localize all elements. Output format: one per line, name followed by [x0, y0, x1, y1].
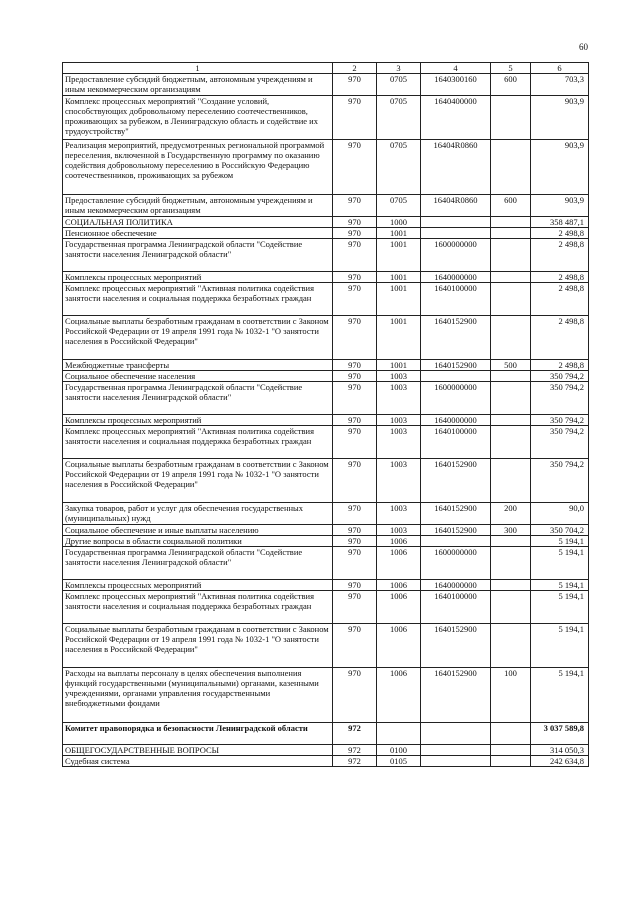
row-expense-type: 600 [491, 74, 531, 96]
row-ministry-code: 970 [333, 272, 377, 283]
table-row [63, 228, 589, 239]
row-description: Предоставление субсидий бюджетным, автономным учреждениям и иным некоммерческим организациям [63, 74, 333, 96]
row-section-code: 1006 [377, 536, 421, 547]
row-description: Государственная программа Ленинградской области "Содействие занятости населения Ленинградской области" [63, 547, 333, 580]
row-target-article: 1640100000 [421, 591, 491, 624]
row-ministry-code: 970 [333, 140, 377, 195]
row-amount: 2 498,8 [531, 360, 589, 371]
row-section-code: 1006 [377, 547, 421, 580]
row-target-article: 1600000000 [421, 239, 491, 272]
row-amount: 242 634,8 [531, 756, 589, 767]
row-description: Комплексы процессных мероприятий [63, 272, 333, 283]
row-amount: 2 498,8 [531, 272, 589, 283]
row-amount: 2 498,8 [531, 228, 589, 239]
row-amount: 5 194,1 [531, 580, 589, 591]
row-description: Социальные выплаты безработным гражданам в соответствии с Законом Российской Федерации от 19 апреля 1991 года № 1032-1 "О занятости населения в Российской Федерации" [63, 624, 333, 668]
column-header: 3 [377, 63, 421, 74]
row-section-code [377, 723, 421, 745]
table-row [63, 547, 589, 580]
row-ministry-code: 970 [333, 283, 377, 316]
row-target-article: 1600000000 [421, 382, 491, 415]
column-header: 4 [421, 63, 491, 74]
row-description: Комплексы процессных мероприятий [63, 415, 333, 426]
row-description: Социальное обеспечение и иные выплаты населению [63, 525, 333, 536]
row-ministry-code: 970 [333, 415, 377, 426]
row-description: Государственная программа Ленинградской области "Содействие занятости населения Ленинградской области" [63, 239, 333, 272]
row-section-code: 0705 [377, 140, 421, 195]
row-ministry-code: 972 [333, 745, 377, 756]
row-expense-type: 200 [491, 503, 531, 525]
row-expense-type [491, 591, 531, 624]
row-description: Социальное обеспечение населения [63, 371, 333, 382]
table-row [63, 415, 589, 426]
row-expense-type [491, 580, 531, 591]
row-expense-type: 600 [491, 195, 531, 217]
row-expense-type [491, 239, 531, 272]
row-section-code: 1003 [377, 459, 421, 503]
row-expense-type [491, 415, 531, 426]
row-description: Реализация мероприятий, предусмотренных региональной программой переселения, включенной в Государственную программу по оказанию содействия добровольному переселению в Российскую Федерацию соотечественников, проживающих за рубежом [63, 140, 333, 195]
row-expense-type [491, 624, 531, 668]
row-description: Межбюджетные трансферты [63, 360, 333, 371]
row-target-article: 1640000000 [421, 272, 491, 283]
column-header: 2 [333, 63, 377, 74]
table-row [63, 96, 589, 140]
row-amount: 5 194,1 [531, 591, 589, 624]
table-row [63, 195, 589, 217]
row-description: Социальные выплаты безработным гражданам в соответствии с Законом Российской Федерации от 19 апреля 1991 года № 1032-1 "О занятости населения в Российской Федерации" [63, 459, 333, 503]
table-row [63, 525, 589, 536]
row-section-code: 1006 [377, 580, 421, 591]
row-amount: 350 704,2 [531, 525, 589, 536]
table-row [63, 668, 589, 723]
row-section-code: 1003 [377, 371, 421, 382]
row-amount: 350 794,2 [531, 459, 589, 503]
row-ministry-code: 970 [333, 525, 377, 536]
row-target-article [421, 217, 491, 228]
row-description: Расходы на выплаты персоналу в целях обеспечения выполнения функций государственными (муниципальными) органами, казенными учреждениями, органами управления государственными внебюджетными фондами [63, 668, 333, 723]
row-target-article [421, 536, 491, 547]
row-target-article: 16404R0860 [421, 195, 491, 217]
row-amount: 5 194,1 [531, 536, 589, 547]
row-target-article: 1600000000 [421, 547, 491, 580]
row-target-article: 1640152900 [421, 624, 491, 668]
row-description: Закупка товаров, работ и услуг для обеспечения государственных (муниципальных) нужд [63, 503, 333, 525]
row-section-code: 1003 [377, 415, 421, 426]
row-ministry-code: 970 [333, 503, 377, 525]
row-description: ОБЩЕГОСУДАРСТВЕННЫЕ ВОПРОСЫ [63, 745, 333, 756]
row-section-code: 0705 [377, 96, 421, 140]
row-expense-type [491, 272, 531, 283]
table-row [63, 272, 589, 283]
row-ministry-code: 970 [333, 459, 377, 503]
row-description: Комплексы процессных мероприятий [63, 580, 333, 591]
table-row [63, 426, 589, 459]
row-target-article: 1640400000 [421, 96, 491, 140]
table-header-row [63, 63, 589, 74]
row-amount: 5 194,1 [531, 624, 589, 668]
row-target-article [421, 756, 491, 767]
budget-table-body [63, 63, 589, 767]
row-ministry-code: 970 [333, 217, 377, 228]
row-section-code: 1006 [377, 591, 421, 624]
row-ministry-code: 970 [333, 316, 377, 360]
row-section-code: 1001 [377, 283, 421, 316]
row-expense-type [491, 316, 531, 360]
row-ministry-code: 970 [333, 624, 377, 668]
table-row [63, 459, 589, 503]
table-row [63, 360, 589, 371]
row-expense-type: 300 [491, 525, 531, 536]
table-row [63, 239, 589, 272]
column-header: 6 [531, 63, 589, 74]
row-amount: 314 050,3 [531, 745, 589, 756]
row-description: Комитет правопорядка и безопасности Ленинградской области [63, 723, 333, 745]
row-amount: 358 487,1 [531, 217, 589, 228]
table-row [63, 503, 589, 525]
row-expense-type [491, 547, 531, 580]
row-ministry-code: 970 [333, 371, 377, 382]
row-ministry-code: 970 [333, 195, 377, 217]
row-section-code: 1001 [377, 360, 421, 371]
row-amount: 90,0 [531, 503, 589, 525]
row-expense-type [491, 756, 531, 767]
row-section-code: 1006 [377, 624, 421, 668]
row-description: Предоставление субсидий бюджетным, автономным учреждениям и иным некоммерческим организациям [63, 195, 333, 217]
row-target-article: 1640300160 [421, 74, 491, 96]
row-target-article: 1640100000 [421, 426, 491, 459]
row-section-code: 1001 [377, 316, 421, 360]
row-section-code: 1001 [377, 239, 421, 272]
row-target-article: 1640152900 [421, 668, 491, 723]
row-expense-type: 500 [491, 360, 531, 371]
row-target-article [421, 723, 491, 745]
row-ministry-code: 970 [333, 228, 377, 239]
row-description: Другие вопросы в области социальной политики [63, 536, 333, 547]
row-target-article: 1640000000 [421, 415, 491, 426]
row-ministry-code: 970 [333, 668, 377, 723]
row-expense-type [491, 382, 531, 415]
row-section-code: 0705 [377, 195, 421, 217]
row-amount: 5 194,1 [531, 547, 589, 580]
row-target-article [421, 371, 491, 382]
row-amount: 5 194,1 [531, 668, 589, 723]
row-section-code: 1006 [377, 668, 421, 723]
row-section-code: 1001 [377, 272, 421, 283]
row-description: Государственная программа Ленинградской области "Содействие занятости населения Ленинградской области" [63, 382, 333, 415]
row-expense-type [491, 723, 531, 745]
row-amount: 703,3 [531, 74, 589, 96]
row-ministry-code: 970 [333, 547, 377, 580]
table-row [63, 316, 589, 360]
table-row [63, 217, 589, 228]
row-amount: 350 794,2 [531, 382, 589, 415]
row-amount: 350 794,2 [531, 426, 589, 459]
row-target-article: 1640152900 [421, 316, 491, 360]
row-section-code: 1000 [377, 217, 421, 228]
table-row [63, 74, 589, 96]
row-ministry-code: 970 [333, 382, 377, 415]
row-target-article [421, 745, 491, 756]
row-expense-type [491, 536, 531, 547]
table-row [63, 382, 589, 415]
row-section-code: 0105 [377, 756, 421, 767]
row-target-article: 1640152900 [421, 360, 491, 371]
row-expense-type [491, 217, 531, 228]
row-description: СОЦИАЛЬНАЯ ПОЛИТИКА [63, 217, 333, 228]
row-expense-type [491, 426, 531, 459]
row-description: Комплекс процессных мероприятий "Активная политика содействия занятости населения и социальная поддержка безработных граждан [63, 426, 333, 459]
row-amount: 350 794,2 [531, 371, 589, 382]
row-expense-type [491, 745, 531, 756]
row-target-article [421, 228, 491, 239]
row-amount: 2 498,8 [531, 239, 589, 272]
row-amount: 2 498,8 [531, 316, 589, 360]
row-expense-type [491, 459, 531, 503]
row-ministry-code: 972 [333, 723, 377, 745]
row-ministry-code: 970 [333, 536, 377, 547]
table-row [63, 745, 589, 756]
row-section-code: 1003 [377, 426, 421, 459]
row-amount: 3 037 589,8 [531, 723, 589, 745]
table-row [63, 580, 589, 591]
row-ministry-code: 970 [333, 580, 377, 591]
row-target-article: 1640100000 [421, 283, 491, 316]
row-ministry-code: 970 [333, 426, 377, 459]
table-row [63, 624, 589, 668]
row-description: Пенсионное обеспечение [63, 228, 333, 239]
row-amount: 2 498,8 [531, 283, 589, 316]
row-expense-type [491, 283, 531, 316]
row-description: Социальные выплаты безработным гражданам в соответствии с Законом Российской Федерации от 19 апреля 1991 года № 1032-1 "О занятости населения в Российской Федерации" [63, 316, 333, 360]
row-amount: 903,9 [531, 140, 589, 195]
table-row [63, 756, 589, 767]
row-target-article: 1640152900 [421, 525, 491, 536]
page-number: 60 [579, 42, 588, 52]
row-expense-type [491, 140, 531, 195]
row-amount: 903,9 [531, 195, 589, 217]
column-header: 5 [491, 63, 531, 74]
row-description: Комплекс процессных мероприятий "Активная политика содействия занятости населения и социальная поддержка безработных граждан [63, 591, 333, 624]
row-ministry-code: 970 [333, 96, 377, 140]
row-ministry-code: 970 [333, 360, 377, 371]
row-ministry-code: 970 [333, 591, 377, 624]
table-row [63, 723, 589, 745]
row-section-code: 0705 [377, 74, 421, 96]
row-ministry-code: 970 [333, 239, 377, 272]
row-section-code: 1003 [377, 525, 421, 536]
row-ministry-code: 972 [333, 756, 377, 767]
row-expense-type [491, 96, 531, 140]
column-header: 1 [63, 63, 333, 74]
row-description: Комплекс процессных мероприятий "Активная политика содействия занятости населения и социальная поддержка безработных граждан [63, 283, 333, 316]
table-row [63, 591, 589, 624]
budget-table [62, 62, 589, 767]
table-row [63, 536, 589, 547]
row-section-code: 1001 [377, 228, 421, 239]
row-section-code: 1003 [377, 382, 421, 415]
row-target-article: 1640152900 [421, 503, 491, 525]
row-amount: 350 794,2 [531, 415, 589, 426]
row-description: Комплекс процессных мероприятий "Создание условий, способствующих добровольному переселению соотечественников, проживающих за рубежом, в Ленинградскую область и содействие их трудоустройству" [63, 96, 333, 140]
row-expense-type [491, 228, 531, 239]
row-target-article: 1640000000 [421, 580, 491, 591]
row-target-article: 1640152900 [421, 459, 491, 503]
row-target-article: 16404R0860 [421, 140, 491, 195]
row-ministry-code: 970 [333, 74, 377, 96]
table-row [63, 283, 589, 316]
row-description: Судебная система [63, 756, 333, 767]
row-expense-type: 100 [491, 668, 531, 723]
table-row [63, 371, 589, 382]
row-section-code: 1003 [377, 503, 421, 525]
row-expense-type [491, 371, 531, 382]
row-amount: 903,9 [531, 96, 589, 140]
row-section-code: 0100 [377, 745, 421, 756]
table-row [63, 140, 589, 195]
